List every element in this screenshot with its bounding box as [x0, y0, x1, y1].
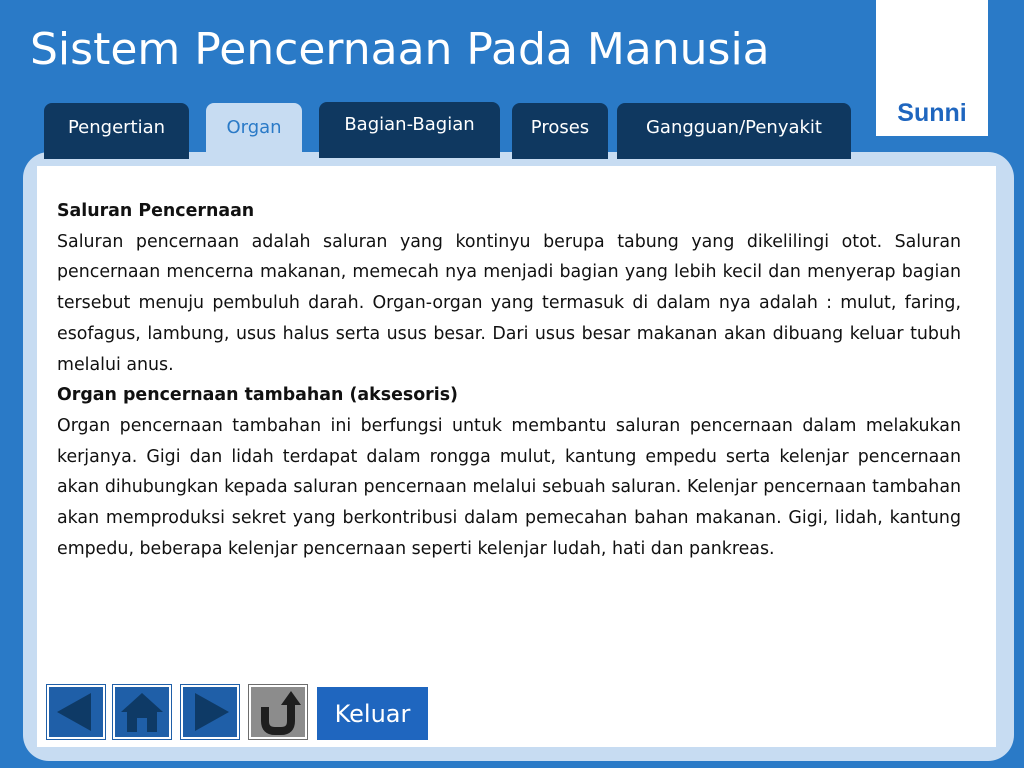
tab-pengertian[interactable]: Pengertian [44, 103, 189, 159]
page-title: Sistem Pencernaan Pada Manusia [30, 24, 770, 75]
return-button[interactable] [249, 685, 307, 739]
author-box [876, 0, 988, 136]
section-heading-saluran: Saluran Pencernaan [57, 201, 255, 221]
home-icon [115, 687, 169, 737]
content-text [57, 196, 961, 564]
tab-gangguan-penyakit[interactable]: Gangguan/Penyakit [617, 103, 851, 159]
previous-button[interactable] [47, 685, 105, 739]
home-button[interactable] [113, 685, 171, 739]
tab-bagian-bagian[interactable]: Bagian-Bagian [319, 102, 500, 158]
author-name: Sunni [897, 99, 967, 127]
section-body-saluran: Saluran pencernaan adalah saluran yang kontinyu berupa tabung yang dikelilingi otot. Saluran pencernaan mencerna makanan, memecah nya menjadi bagian yang lebih kecil dan menyerap bagian tersebut menuju pembuluh darah. Organ-organ yang termasuk di dalam nya adalah : mulut, faring, esofagus, lambung, usus halus serta usus besar. Dari usus besar makanan akan dibuang keluar tubuh melalui anus. [57, 231, 961, 375]
next-button[interactable] [181, 685, 239, 739]
previous-arrow-icon [49, 687, 103, 737]
return-icon [251, 687, 305, 737]
tab-proses[interactable]: Proses [512, 103, 608, 159]
next-arrow-icon [183, 687, 237, 737]
content-panel [37, 166, 996, 747]
tab-organ[interactable]: Organ [206, 103, 302, 159]
section-heading-aksesoris: Organ pencernaan tambahan (aksesoris) [57, 385, 459, 406]
exit-button[interactable]: Keluar [317, 687, 428, 740]
section-body-aksesoris: Organ pencernaan tambahan ini berfungsi untuk membantu saluran pencernaan dalam melakukan kerjanya. Gigi dan lidah terdapat dalam rongga mulut, kantung empedu serta kelenjar pencernaan akan dihubungkan kepada saluran pencernaan melalui sebuah saluran. Kelenjar pencernaan tambahan akan memproduksi sekret yang berkontribusi dalam pemecahan bahan makanan. Gigi, lidah, kantung empedu, beberapa kelenjar pencernaan seperti kelenjar ludah, hati dan pankreas. [57, 415, 961, 559]
